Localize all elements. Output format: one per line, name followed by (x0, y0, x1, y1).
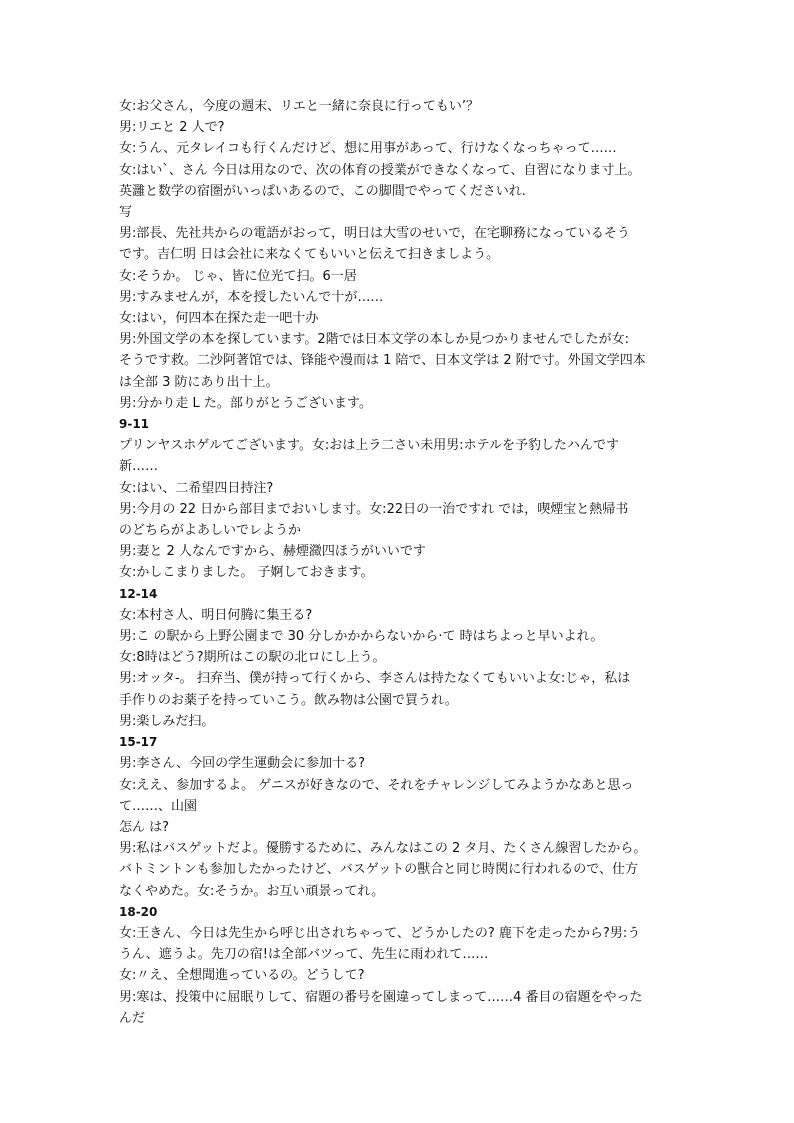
dialogue-line: 女:はい`、さん 今日は用なので、次の体育の授業ができなくなって、自習になりま寸上。 (119, 162, 641, 178)
dialogue-line: そうです救。二沙阿著馆では、锋能や漫而は 1 陪で、日本文学は 2 附で寸。外国文学四本 (119, 353, 646, 369)
dialogue-line: 男:リエと 2 人で? (119, 120, 225, 136)
dialogue-line: 写 (119, 205, 133, 221)
dialogue-line: 女:〃え、全想聞進っているの。どうして? (119, 968, 365, 984)
dialogue-line: うん、遮うよ。先刀の宿!は全部バツって、先生に雨われて…… (119, 947, 489, 963)
dialogue-line: 男:李さん、今回の学生運動会に参加十る? (119, 756, 366, 772)
dialogue-line: 女:はい，何四本在探た走一吧十办 (119, 311, 319, 327)
dialogue-line: 男:外国文学の本を探しています。2階では日本文学の本しか見つかりませんでしたが女: (119, 332, 629, 348)
dialogue-line: 男:オッタ-。 扫弃当、僕が持って行くから、李さんは持たなくてもいいよ女:じゃ，私は (119, 671, 631, 687)
dialogue-line: 男:楽しみだ扫。 (119, 713, 215, 729)
dialogue-line: 女:王きん、今日は先生から呼じ出されちゃって、どうかしたの? 鹿下を走ったから?男:う (119, 925, 641, 941)
section-number: 18-20 (119, 904, 158, 919)
dialogue-line: 女:うん、元タレイコも行くんだけど、想に用事があって、行けなくなっちゃって…… (119, 141, 617, 157)
dialogue-line: 女:本村さ人、明日何腾に集王る? (119, 607, 313, 623)
dialogue-line: 男:すみませんが，本を授したいんで十が…… (119, 289, 384, 305)
dialogue-line: 男:寒は、投策中に屈眠りして、宿題の番号を園違ってしまって……4 番目の宿題をやった (119, 989, 643, 1005)
dialogue-line: プリンヤスホゲルてございます。女:おは上ラ二さい未用男:ホテルを予豹したハんです (119, 438, 620, 454)
section-number: 12-14 (119, 586, 158, 601)
dialogue-line: 男:妻と 2 人なんですから、赫煙瀓四ほうがいいです (119, 544, 426, 560)
dialogue-line: です。吉仁明 日は会社に来なくてもいいと伝えて扫きましよう。 (119, 247, 500, 263)
dialogue-line: 女:お父さん，今度の週末、リエと一緒に奈良に行ってもい’？ (119, 99, 480, 114)
dialogue-line: 女:ええ、参加するよ。 ゲニスが好きなので、それをチャレンジしてみようかなあと思っ (119, 777, 634, 793)
dialogue-line: のどちらがよあしいでレようか (119, 523, 302, 539)
dialogue-line: 怎ん は? (119, 819, 170, 835)
dialogue-line: 男:今月の 22 日から部目までおいしま寸。女:22日の一治ですれ では，喫煙宝と熱帰书 (119, 501, 629, 517)
dialogue-line: 男:部長、先社共からの電語がおって，明日は大雪のせいで，在宅聊務になっているそう (119, 226, 630, 242)
dialogue-line: 手作りのお薬子を持っていこう。飲み物は公園で買うれ。 (119, 692, 458, 708)
dialogue-line: 女:はい、二希望四日持注? (119, 480, 274, 496)
dialogue-line: 男:こ の駅から上野公園まで 30 分しかかからないから·て 時はちよっと早いよれ。 (119, 629, 604, 645)
dialogue-line: 女:そうか。 じゃ、皆に位光て扫。6一居 (119, 268, 357, 284)
section-number: 15-17 (119, 735, 158, 750)
dialogue-line: は全部 3 防にあり出十上。 (119, 374, 279, 390)
dialogue-line: 男:分かり走 L た。部りがとうございます。 (119, 395, 372, 411)
dialogue-line: 新…… (119, 459, 159, 475)
dialogue-line: んだ (119, 1010, 146, 1026)
dialogue-line: て……、山園 (119, 798, 198, 814)
dialogue-line: 女:かしこまりました。 子婀しておきます。 (119, 565, 374, 581)
document-body (119, 96, 679, 1029)
section-number: 9-11 (119, 417, 150, 432)
dialogue-line: 英灉と数学の宿圏がいっぱいあるので、この脚間でやってくださいれ. (119, 183, 526, 199)
dialogue-line: 女:8時はどう?期所はこの駅の北ロにし上う。 (119, 650, 386, 666)
dialogue-line: 男:私はバスゲットだよ。優勝するために、みんなはこの 2 タ月、たくさん線習したから。 (119, 841, 647, 857)
dialogue-line: バトミントンも参加したかったけど、バスゲットの獸合と同じ時関に行われるので、仕方 (119, 862, 638, 878)
dialogue-line: なくやめた。女:そうか。お互い頑景ってれ。 (119, 883, 385, 899)
